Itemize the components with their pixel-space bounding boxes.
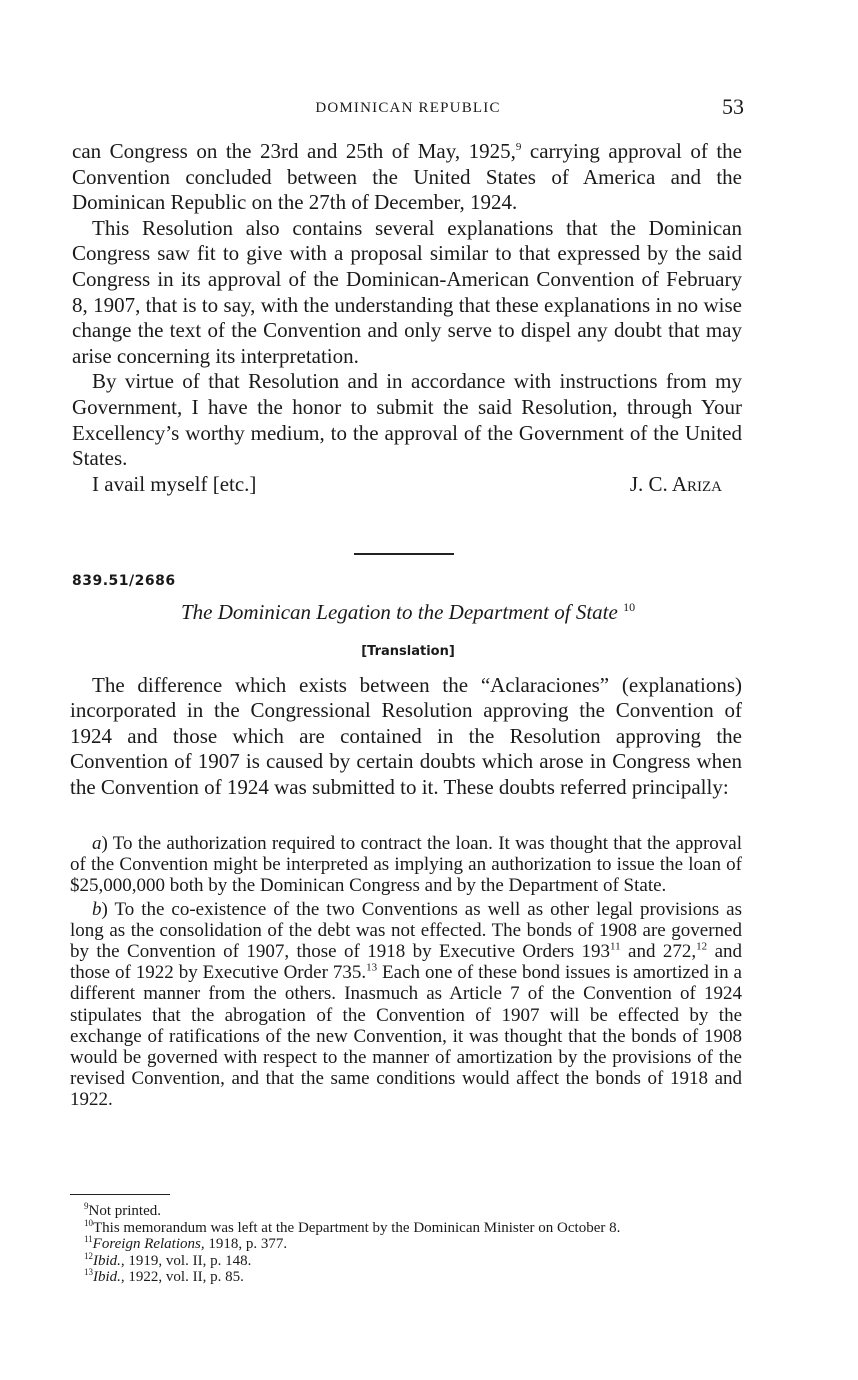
memo-item-b [70,899,742,1111]
footnote-text: 1922, vol. II, p. 85. [124,1269,244,1286]
footnote [70,1250,742,1270]
running-head: DOMINICAN REPUBLIC [315,100,501,116]
document-title-text: The Dominican Legation to the Department of State [180,600,618,624]
footnote-number: 10 [84,1217,93,1228]
footnote-text: Not printed. [88,1203,161,1219]
footnotes [70,1203,742,1286]
item-b-marker: b [92,898,102,920]
item-a-text: ) To the authorization required to contract the loan. It was thought that the approval of the Convention might be interpreted as implying an authorization to issue the loan of $25,000,000 both by the Dominican Congress and by the Department of State. [70,833,742,897]
memo-list [70,833,742,1111]
footnote [70,1217,742,1237]
footnote-text: 1918, p. 377. [204,1236,288,1253]
footnote-ref-12: 12 [696,940,708,953]
footnote-text: 1919, vol. II, p. 148. [124,1252,252,1269]
footnote-text: This memorandum was left at the Department by the Dominican Minister on October 8. [93,1219,621,1236]
page-header [72,96,744,124]
footnote-ref-13: 13 [366,961,378,974]
letter-body [72,139,742,497]
footnote [70,1203,742,1220]
document-title [72,600,744,625]
letter-paragraph-2: This Resolution also contains several explanations that the Dominican Congress saw fit to give with a proposal similar to that expressed by the said Congress in its approval of the Dominican-American Convention of February 8, 1907, that is to say, with the understanding that these explanations in no wise change the text of the Convention and only serve to dispel any doubt that may arise concerning its interpretation. [72,215,742,368]
letter-paragraph-1-text-a: can Congress on the 23rd and 25th of May, 1925, [72,139,516,163]
footnote-italic: Ibid., [93,1252,125,1269]
footnote-ref-9: 9 [515,141,522,153]
footnote-italic: Foreign Relations, [92,1236,205,1253]
closing-text: I avail myself [etc.] [92,471,257,496]
footnote-italic: Ibid., [93,1269,125,1286]
footnote [70,1236,742,1253]
footnote [70,1269,742,1286]
footnote-number: 9 [84,1201,89,1211]
memo-lead-paragraph: The difference which exists between the “Aclaraciones” (explanations) incorporated in the Congressional Resolution approving the Convention of 1924 and those which are contained in the Resolution approving the Convention of 1907 is caused by certain doubts which arose in Congress when the Convention of 1924 was submitted to it. These doubts referred principally: [70,673,742,799]
item-b-text-4: Each one of these bond issues is amortized in a different manner from the others. Inasmuch as Article 7 of the Convention of 1924 stipulates that the abrogation of the Convention of 1907 will be effected by the exchange of ratifications of the new Convention, it was thought that the bonds of 1908 would be governed with respect to the manner of amortization by the provisions of the revised Convention, and that the same conditions would affect the bonds of 1918 and 1922. [70,962,742,1111]
page-number: 53 [722,94,744,119]
footnote-number: 13 [84,1267,93,1278]
closing-line [72,472,742,498]
item-a-marker: a [92,833,102,854]
letter-paragraph-3: By virtue of that Resolution and in accordance with instructions from my Government, I have the honor to submit the said Resolution, through Your Excellency’s worthy medium, to the approval of the Government of the United States. [72,369,742,471]
section-divider [354,553,454,555]
item-b-text-2: and 272, [620,941,697,963]
translation-label: [Translation] [361,644,455,659]
letter-paragraph-1-text-b: carrying approval of the Convention concluded between the United States of America and the Dominican Republic on the 27th of December, 1924. [72,139,742,215]
footnote-divider [70,1194,170,1195]
item-b-text-3: and those of 1922 by Executive Order 735. [70,941,742,984]
item-b-text-1: ) To the co-existence of the two Conventions as well as other legal provisions as long as the consolidation of the debt was not effected. The bonds of 1908 are governed by the Convention of 1907, those of 1918 by Executive Orders 193 [70,898,742,963]
memo-item-a [70,833,742,897]
signature: J. C. Ariza [629,471,722,496]
memo-lead [70,673,742,800]
letter-paragraph-1 [72,139,742,216]
footnote-number: 12 [84,1250,93,1261]
footnote-number: 11 [84,1234,93,1245]
footnote-ref-10: 10 [623,600,636,614]
footnote-ref-11: 11 [610,940,621,953]
file-number: 839.51/2686 [72,573,176,589]
